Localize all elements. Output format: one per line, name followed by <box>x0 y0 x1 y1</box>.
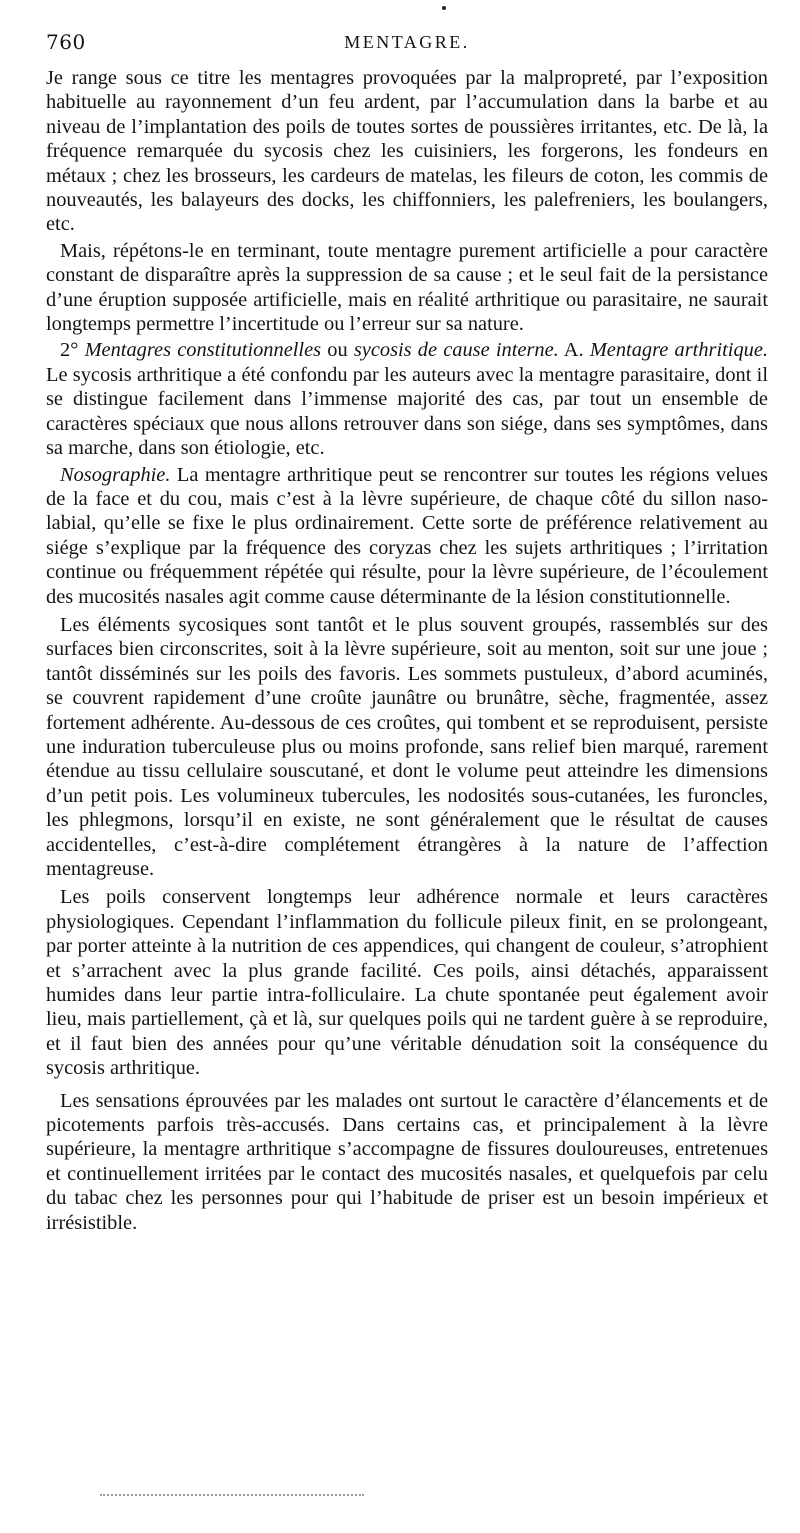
subsection-heading: Mentagre arthritique. <box>589 339 768 362</box>
page-number: 760 <box>46 30 86 54</box>
section-heading: Mentagres constitutionnelles <box>84 339 322 362</box>
page-header <box>46 30 768 62</box>
body-text <box>46 66 768 1235</box>
paragraph-text: Le sycosis arthritique a été confondu par les auteurs avec la mentagre parasitaire, dont il se distingue facilement dans l’immense majorité des cas, par tout un ensemble de caractères spéciaux que nous allons retrouver dans son siége, dans ses symptômes, dans sa marche, dans son étiologie, etc. <box>46 363 768 460</box>
paragraph <box>46 463 768 609</box>
paragraph-text: La mentagre arthritique peut se rencontrer sur toutes les régions velues de la face et du cou, mais c’est à la lèvre supérieure, de chaque côté du sillon naso-labial, qu’elle se fixe le plus ordinairement. Cette sorte de préférence relativement au siége s’explique par la fréquence des coryzas chez les sujets arthritiques ; l’irritation continue ou fréquemment répétée qui résulte, pour la lèvre supérieure, de l’écoulement des mucosités nasales agit comme cause déterminante de la lésion constitutionnelle. <box>46 463 768 608</box>
section-heading-alt: sycosis de cause interne. <box>353 339 559 362</box>
ink-speck <box>442 6 446 10</box>
paragraph: Les poils conservent longtemps leur adhérence normale et leurs caractères physiologiques. Cependant l’inflammation du follicule pileux finit, en se prolongeant, par porter atteinte à la nutrition de ces appendices, qui changent de couleur, s’atrophient et s’arrachent avec la plus grande facilité. Ces poils, ainsi détachés, apparaissent humides dans leur partie intra-folliculaire. La chute spontanée peut également avoir lieu, mais partiellement, çà et là, sur quelques poils qui ne tardent guère à se reproduire, et il faut bien des années pour qu’une véritable dénudation soit la conséquence du sycosis arthritique. <box>46 886 768 1080</box>
section-number: 2° <box>60 339 79 362</box>
heading-connector: ou <box>321 339 354 362</box>
run-in-heading: Nosographie. <box>60 463 171 486</box>
subsection-label: A. <box>558 339 590 362</box>
paragraph: Les éléments sycosiques sont tantôt et le plus souvent groupés, rassemblés sur des surfaces bien circonscrites, soit à la lèvre supérieure, soit au menton, soit sur une joue ; tantôt disséminés sur les poils des favoris. Les sommets pustuleux, d’abord acuminés, se couvrent rapidement d’une croûte jaunâtre ou brunâtre, sèche, fragmentée, assez fortement adhérente. Au-dessous de ces croûtes, qui tombent et se reproduisent, persiste une induration tuberculeuse plus ou moins profonde, sans relief bien marqué, rarement étendue au tissu cellulaire souscutané, et dont le volume peut atteindre les dimensions d’un petit pois. Les volumineux tubercules, les nodosités sous-cutanées, les furoncles, les phlegmons, lorsqu’il en existe, ne sont généralement que le résultat de causes accidentelles, c’est-à-dire complétement étrangères à la nature de l’affection mentagreuse. <box>46 613 768 880</box>
footer-rule <box>100 1494 364 1496</box>
running-head: MENTAGRE. <box>344 32 470 52</box>
paragraph: Mais, répétons-le en terminant, toute mentagre purement artificielle a pour caractère constant de disparaître après la suppression de sa cause ; et le seul fait de la persistance d’une éruption supposée artificielle, mais en réalité arthritique ou parasitaire, ne saurait longtemps permettre l’incertitude ou l’erreur sur sa nature. <box>46 239 768 336</box>
paragraph: Les sensations éprouvées par les malades ont surtout le caractère d’élancements et de picotements parfois très-accusés. Dans certains cas, et principalement à la lèvre supérieure, la mentagre arthritique s’accompagne de fissures douloureuses, entretenues et continuellement irritées par le contact des mucosités nasales, et quelquefois par celu du tabac chez les personnes pour qui l’habitude de priser est un besoin impérieux et irrésistible. <box>46 1089 768 1234</box>
paragraph <box>46 338 768 460</box>
paragraph: Je range sous ce titre les mentagres provoquées par la malpropreté, par l’exposition habituelle au rayonnement d’un feu ardent, par l’accumulation dans la barbe et au niveau de l’implantation des poils de toutes sortes de poussières irritantes, etc. De là, la fréquence remarquée du sycosis chez les cuisiniers, les forgerons, les fondeurs en métaux ; chez les brosseurs, les cardeurs de matelas, les fileurs de coton, les commis de nouveautés, les balayeurs des docks, les chiffonniers, les palefreniers, les boulangers, etc. <box>46 67 768 236</box>
